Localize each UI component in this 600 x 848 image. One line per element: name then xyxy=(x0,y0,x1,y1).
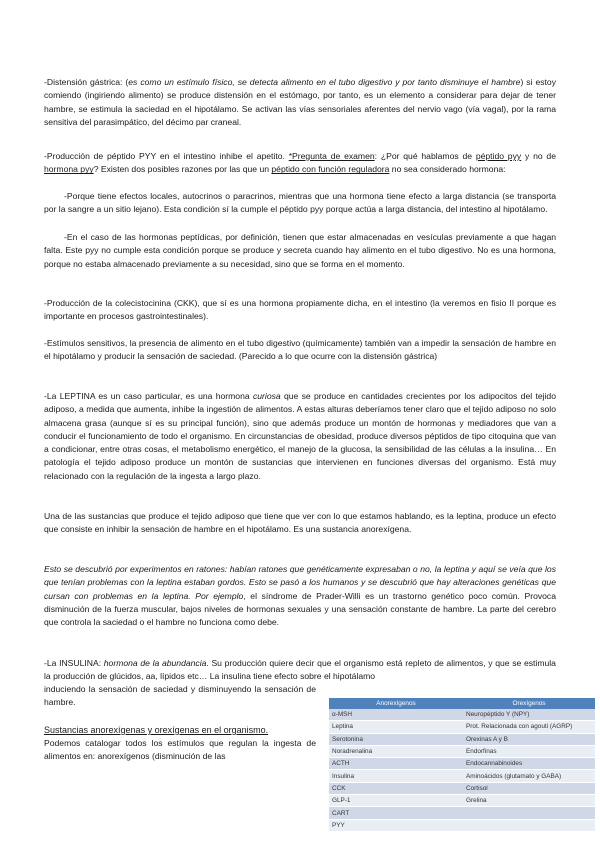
text-run-italic: es como un estímulo físico, se detecta alimento en el tubo digestivo y por tanto disminuye el hambre xyxy=(128,77,521,87)
table-row xyxy=(329,721,595,733)
text-run-underlined: hormona pyy xyxy=(44,164,94,175)
table-row xyxy=(329,733,595,745)
table-row xyxy=(329,795,595,807)
table-cell xyxy=(463,819,595,831)
table-cell: α-MSH xyxy=(329,709,463,721)
table-row xyxy=(329,758,595,770)
text-run: ) si estoy comiendo (ingiriendo alimento) se produce distensión en el estómago, por tanto, es un elemento a considerar para dejar de tener hambre, se estimula la saciedad en el hipotálamo. Se activan las vías sensoriales aferentes del nervio vago (vía vagal), por la rama sensitiva del parasimpático, del décimo par craneal. xyxy=(44,77,556,127)
paragraph-razon-locales: -Porque tiene efectos locales, autocrinos o paracrinos, mientras que una hormona tiene efecto a larga distancia (se transporta por la sangre a un sitio lejano). Esta condición sí la cumple el péptido pyy porque actúa a larga distancia, del intestino al hipotálamo. xyxy=(44,191,556,215)
column-header-orexigenos: Orexígenos xyxy=(463,698,595,709)
table-cell: Aminoácidos (glutamato y GABA) xyxy=(463,770,595,782)
column-header-anorexigenos: Anorexígenos xyxy=(329,698,463,709)
text-run: -La LEPTINA es un caso particular, es una hormona xyxy=(44,391,253,401)
text-run: , el síndrome de Prader-Willi es un trastorno genético poco común. Provoca disminución de la fuerza muscular, bajos niveles de hormonas sexuales y una sensación constante de hambre. La parte del cerebro que controla la saciedad o el hambre no funciona como debe. xyxy=(44,590,556,628)
text-run-italic: Esto se descubrió por experimentos en ratones: habían ratones que genéticamente expresaban o no, la leptina y aquí se veía que los que tenían problemas con la leptina estaban gordos. Esto se pasó a los humanos y se descubrió que hay alteraciones genéticas que cursan con problemas en la leptina. Por ejemplo xyxy=(44,564,556,601)
table-row xyxy=(329,709,595,721)
table-cell: Insulina xyxy=(329,770,463,782)
text-run-underlined: péptido con función reguladora xyxy=(271,164,390,175)
paragraph-distension-gastrica xyxy=(44,76,556,129)
table-cell xyxy=(463,807,595,819)
table-cell: ACTH xyxy=(329,758,463,770)
table-row xyxy=(329,782,595,794)
table-cell: Endorfinas xyxy=(463,745,595,757)
text-run: : ¿Por qué hablamos de xyxy=(374,151,476,161)
table-row xyxy=(329,745,595,757)
paragraph-insulina-continuacion: induciendo la sensación de saciedad y disminuyendo la sensación de hambre. xyxy=(44,684,316,708)
text-run: . Su producción quiere decir que el organismo está repleto de alimentos, y que se estimula la producción de glúcidos, aa, lípidos etc… La insulina tiene efecto sobre el hipotálamo xyxy=(44,658,556,682)
text-run-underlined: péptido pyy xyxy=(475,151,522,161)
paragraph-insulina xyxy=(44,657,556,684)
paragraph-estimulos-sensitivos: -Estímulos sensitivos, la presencia de alimento en el tubo digestivo (químicamente) también van a impedir la sensación de hambre en el hipotálamo y producir la sensación de saciedad. (Parecido a lo que ocurre con la distensión gástrica) xyxy=(44,338,556,362)
text-run: -Producción de péptido PYY en el intestino inhibe el apetito. xyxy=(44,151,289,161)
paragraph-leptina-anorexigena: Una de las sustancias que produce el tejido adiposo que tiene que ver con lo que estamos hablando, es la leptina, produce un efecto que consiste en inhibir la sensación de hambre en el hipotálamo. Es una sustancia anorexígena. xyxy=(44,511,556,535)
paragraph-ratones xyxy=(44,563,556,629)
table-cell: CART xyxy=(329,807,463,819)
table-cell: GLP-1 xyxy=(329,795,463,807)
text-run: ? Existen dos posibles razones por las que un xyxy=(93,164,272,175)
table-row xyxy=(329,770,595,782)
table-cell: Grelina xyxy=(463,795,595,807)
table-cell: Prot. Relacionada con agouti (AGRP) xyxy=(463,721,595,733)
table-cell: CCK xyxy=(329,782,463,794)
paragraph-ckk: -Producción de la colecistocinina (CKK), que sí es una hormona propiamente dicha, en el intestino (la veremos en fisio II porque es importante en procesos gastrointestinales). xyxy=(44,298,556,322)
table-cell: Serotonina xyxy=(329,733,463,745)
paragraph-razon-vesiculas: -En el caso de las hormonas peptídicas, por definición, tienen que estar almacenadas en vesículas previamente a que hagan falta. Este pyy no cumple esta condición porque se produce y secreta cuando hay alimento en el tubo digestivo. No es una hormona, porque no estaba almacenado previamente a su necesidad, sino que se forma en el momento. xyxy=(44,232,556,269)
table-cell: PYY xyxy=(329,819,463,831)
section-heading: Sustancias anorexígenas y orexígenas en el organismo. xyxy=(44,725,269,735)
paragraph-pyy xyxy=(44,150,556,177)
text-run: -La INSULINA: xyxy=(44,658,104,668)
table-row xyxy=(329,807,595,819)
text-run: que se produce en cantidades crecientes por los adipocitos del tejido adiposo, a medida que aumenta, inhibe la ingestión de alimentos. A estas alturas deberíamos tener claro que el tejido adiposo no solo almacena grasa (aunque sí es su principal función), sino que además produce un montón de hormonas y mediadores que van a conducir el funcionamiento de todo el organismo. En circunstancias de obesidad, produce diversos péptidos de tipo citoquina que van a condicionar, entre otras cosas, el metabolismo energético, el manejo de la glucosa, la sensibilidad de las células a la insulina… En patología el tejido adiposo produce un montón de sustancias que intervienen en funciones diversas del organismo. Está muy relacionado con la regulación de la ingesta a largo plazo. xyxy=(44,391,556,481)
section-body: Podemos catalogar todos los estímulos que regulan la ingesta de alimentos en: anorexígenos (disminución de las xyxy=(44,738,316,762)
text-run: -Distensión gástrica: ( xyxy=(44,77,129,87)
table-cell: Cortisol xyxy=(463,782,595,794)
paragraph-leptina xyxy=(44,390,556,483)
table-row xyxy=(329,819,595,831)
text-run: no sea considerado hormona: xyxy=(389,164,506,175)
exam-question-label: *Pregunta de examen xyxy=(288,151,375,161)
text-run: y no de xyxy=(521,151,556,161)
table-cell: Neuropéptido Y (NPY) xyxy=(463,709,595,721)
table-cell: Orexinas A y B xyxy=(463,733,595,745)
table-cell: Leptina xyxy=(329,721,463,733)
table-header-row xyxy=(329,698,595,709)
table-cell: Endocannabinoides xyxy=(463,758,595,770)
text-run-italic: curiosa xyxy=(252,391,281,401)
table-cell: Noradrenalina xyxy=(329,745,463,757)
text-run-italic: hormona de la abundancia xyxy=(103,658,207,668)
anorexigenos-orexigenos-table xyxy=(329,698,595,832)
